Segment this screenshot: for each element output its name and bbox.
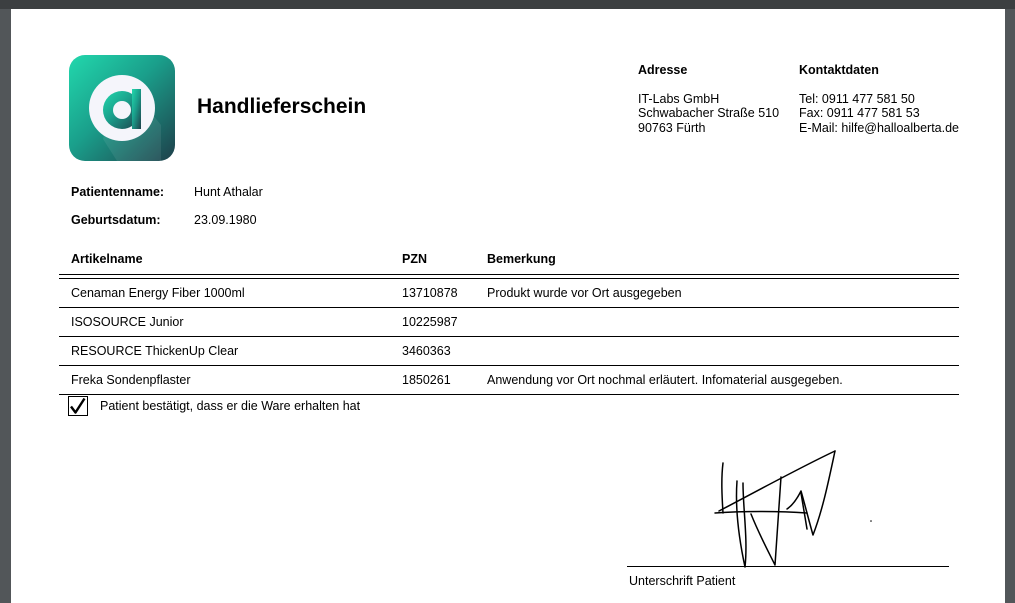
article-remark: Anwendung vor Ort nochmal erläutert. Infomaterial ausgegeben. — [487, 373, 843, 387]
contact-email: E-Mail: hilfe@halloalberta.de — [799, 120, 959, 135]
table-header-row — [59, 250, 959, 274]
article-remark: Produkt wurde vor Ort ausgegeben — [487, 286, 682, 300]
column-header-remark: Bemerkung — [487, 252, 556, 266]
confirmation-row — [68, 396, 360, 416]
column-header-pzn: PZN — [402, 252, 427, 266]
address-line: Schwabacher Straße 510 — [638, 106, 780, 120]
confirmation-text: Patient bestätigt, dass er die Ware erhalten hat — [100, 399, 361, 413]
patient-name-value: Hunt Athalar — [194, 185, 263, 199]
signature-label: Unterschrift Patient — [629, 574, 736, 588]
table-row — [59, 337, 959, 365]
article-name: Freka Sondenpflaster — [71, 373, 191, 387]
address-heading: Adresse — [638, 63, 688, 77]
contact-phone: Tel: 0911 477 581 50 — [799, 91, 915, 106]
patient-name-label: Patientenname: — [71, 185, 165, 199]
table-row — [59, 279, 959, 307]
contact-heading: Kontaktdaten — [799, 63, 879, 77]
articles-table — [59, 250, 959, 395]
article-name: ISOSOURCE Junior — [71, 315, 184, 329]
address-block — [638, 63, 779, 135]
table-row — [59, 366, 959, 394]
article-name: RESOURCE ThickenUp Clear — [71, 344, 239, 358]
table-row — [59, 308, 959, 336]
row-divider — [59, 394, 959, 395]
checkmark-icon — [69, 397, 87, 415]
address-line: 90763 Fürth — [638, 120, 706, 135]
article-pzn: 1850261 — [402, 373, 451, 387]
article-name: Cenaman Energy Fiber 1000ml — [71, 286, 245, 300]
article-pzn: 13710878 — [402, 286, 458, 300]
document-page — [11, 9, 1005, 603]
contact-fax: Fax: 0911 477 581 53 — [799, 106, 920, 120]
confirmation-checkbox[interactable] — [68, 396, 88, 416]
signature-line — [627, 566, 949, 567]
patient-signature — [701, 439, 881, 574]
birthdate-value: 23.09.1980 — [194, 213, 257, 227]
company-logo — [69, 55, 175, 161]
column-header-article: Artikelname — [71, 252, 143, 266]
viewer-toolbar-edge — [0, 0, 1015, 9]
address-line: IT-Labs GmbH — [638, 91, 720, 106]
article-pzn: 3460363 — [402, 344, 451, 358]
birthdate-label: Geburtsdatum: — [71, 213, 161, 227]
contact-block — [799, 63, 959, 135]
article-pzn: 10225987 — [402, 315, 458, 329]
document-title: Handlieferschein — [197, 95, 367, 118]
